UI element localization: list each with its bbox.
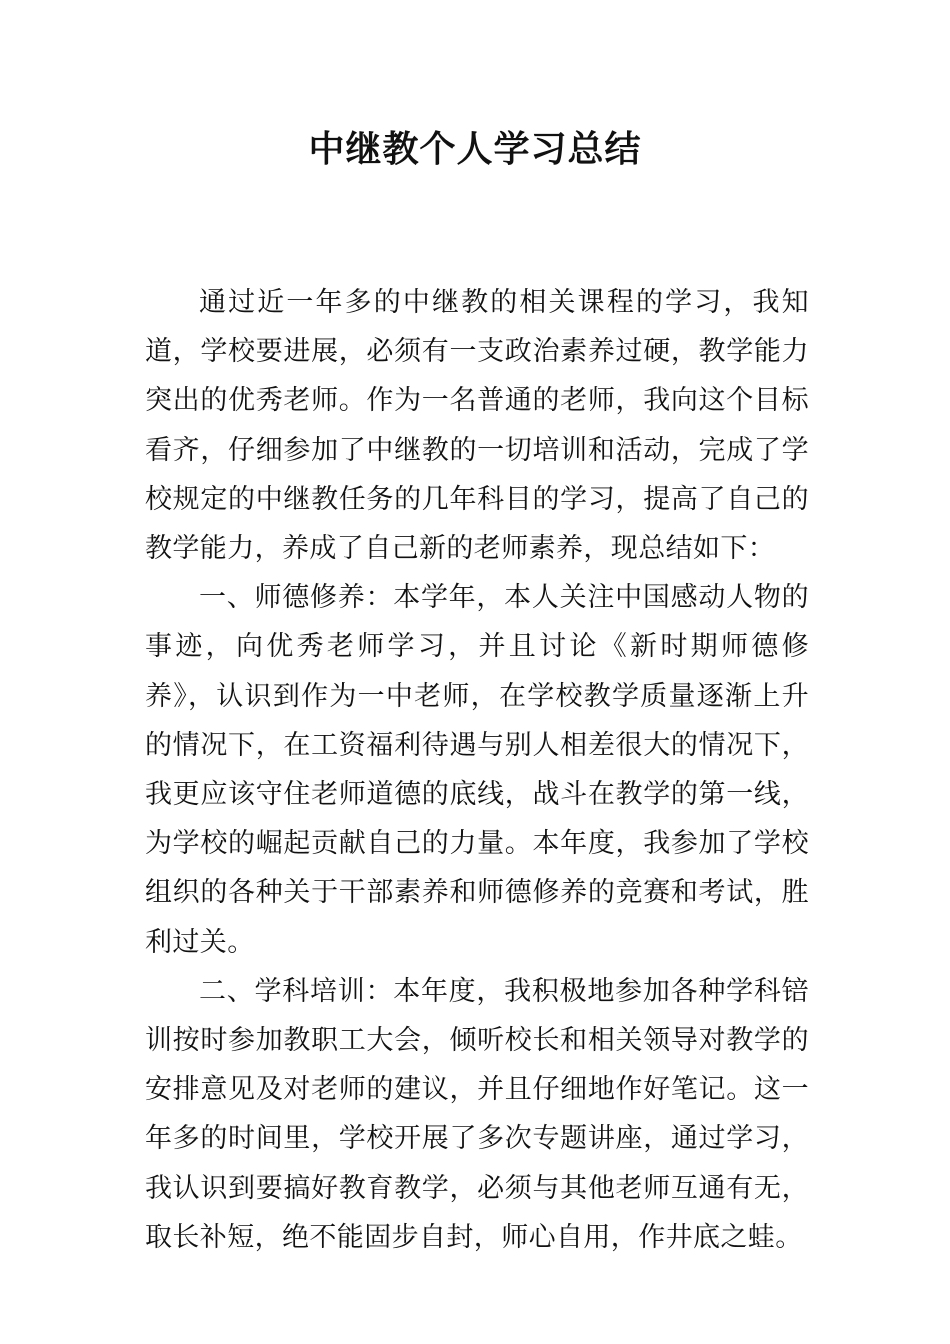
- paragraph-intro: 通过近一年多的中继教的相关课程的学习，我知道，学校要进展，必须有一支政治素养过硬，教学能力突出的优秀老师。作为一名普通的老师，我向这个目标看齐，仔细参加了中继教的一切培训和活动，完成了学校规定的中继教任务的几年科目的学习，提高了自己的教学能力，养成了自己新的老师素养，现总结如下：: [145, 287, 809, 565]
- paragraph-ethics: 一、师德修养：本学年，本人关注中国感动人物的事迹，向优秀老师学习，并且讨论《新时期师德修养》，认识到作为一中老师，在学校教学质量逐渐上升的情况下，在工资福利待遇与别人相差很大的情况下，我更应该守住老师道德的底线，战斗在教学的第一线，为学校的崛起贡献自己的力量。本年度，我参加了学校组织的各种关于干部素养和师德修养的竞赛和考试，胜利过关。: [145, 582, 809, 958]
- paragraph-training: 二、学科培训：本年度，我积极地参加各种学科锫训按时参加教职工大会，倾听校长和相关领导对教学的安排意见及对老师的建议，并且仔细地作好笔记。这一年多的时间里，学校开展了多次专题讲座，通过学习，我认识到要搞好教育教学，必须与其他老师互通有无，取长补短，绝不能固步自封，师心自用，作井底之蛙。: [145, 975, 809, 1253]
- document-title: 中继教个人学习总结: [308, 129, 642, 170]
- document-body: [145, 278, 809, 1262]
